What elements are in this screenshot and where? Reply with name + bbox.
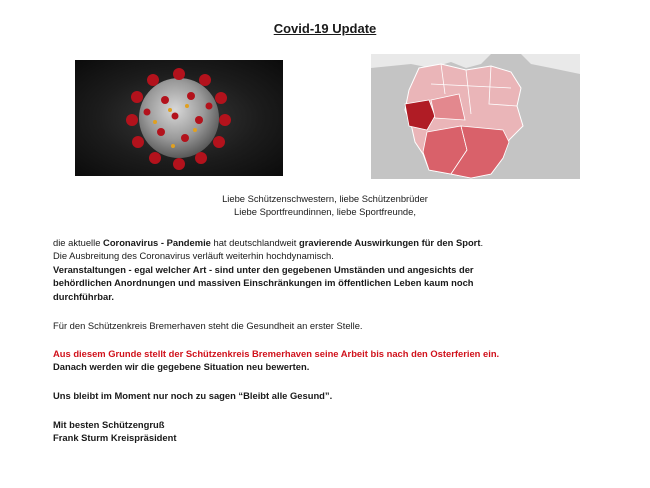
paragraph-1-line-3: Veranstaltungen - egal welcher Art - sind unter den gegebenen Umständen und angesichts der bbox=[53, 263, 474, 275]
coronavirus-icon bbox=[75, 60, 283, 176]
map-icon bbox=[371, 54, 580, 179]
signature-line-1: Mit besten Schützengruß bbox=[53, 419, 165, 430]
text-span-bold: Coronavirus - Pandemie bbox=[103, 237, 211, 248]
germany-map-image bbox=[371, 54, 580, 179]
coronavirus-image bbox=[75, 60, 283, 176]
paragraph-3-line-2: Danach werden wir die gegebene Situation neu bewerten. bbox=[53, 361, 310, 373]
paragraph-1 bbox=[53, 236, 553, 303]
paragraph-1-line-5: durchführbar. bbox=[53, 290, 114, 302]
text-span-bold: gravierende Auswirkungen für den Sport bbox=[298, 237, 481, 248]
signature-line-2: Frank Sturm Kreispräsident bbox=[53, 432, 177, 444]
greeting-line-1: Liebe Schützenschwestern, liebe Schützenbrüder bbox=[222, 193, 428, 204]
paragraph-4-line: Uns bleibt im Moment nur noch zu sagen “Bleibt alle Gesund”. bbox=[53, 390, 333, 401]
paragraph-2 bbox=[53, 319, 553, 332]
text-span: die aktuelle bbox=[53, 237, 104, 248]
paragraph-3-red-line: Aus diesem Grunde stellt der Schützenkreis Bremerhaven seine Arbeit bis nach den Osterferien ein. bbox=[53, 348, 500, 359]
paragraph-1-line-2: Die Ausbreitung des Coronavirus verläuft weiterhin hochdynamisch. bbox=[53, 250, 334, 262]
paragraph-1-line-4: behördlichen Anordnungen und massiven Einschränkungen im öffentlichen Leben kaum noch bbox=[53, 277, 474, 289]
paragraph-2-line: Für den Schützenkreis Bremerhaven steht die Gesundheit an erster Stelle. bbox=[53, 320, 363, 331]
paragraph-3 bbox=[53, 347, 553, 374]
text-span: hat deutschlandweit bbox=[210, 237, 299, 248]
text-span: . bbox=[480, 237, 484, 248]
greeting-line-2: Liebe Sportfreundinnen, liebe Sportfreunde, bbox=[234, 206, 416, 217]
signature bbox=[53, 418, 553, 445]
page-title: Covid-19 Update bbox=[273, 21, 377, 36]
paragraph-4 bbox=[53, 389, 553, 402]
paragraph-1-line-1 bbox=[53, 236, 553, 249]
